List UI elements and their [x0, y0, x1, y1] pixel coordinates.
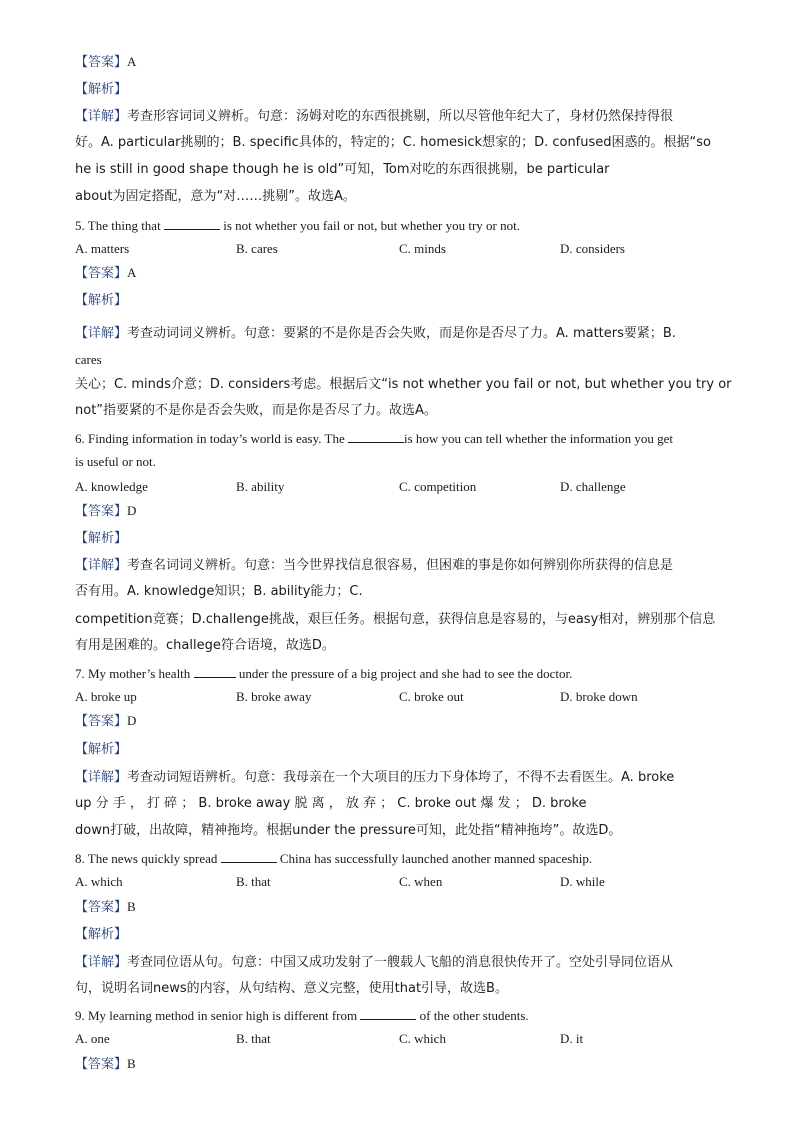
q4-detail-line-3: he is still in good shape though he is old”可知，Tom对吃的东西很挑剔，be particular: [75, 162, 610, 177]
q5-option-b: B. cares: [236, 241, 278, 256]
q6-option-c: C. competition: [399, 479, 477, 494]
q6-answer-row: 【答案】D: [75, 503, 137, 519]
answer-blank: [360, 1007, 416, 1020]
q4-analysis-tag: 【解析】: [75, 82, 128, 97]
q6-option-b: B. ability: [236, 479, 285, 494]
q5-detail-line-1: 【详解】考查动词词义辨析。句意：要紧的不是你是否会失败，而是你是否尽了力。A. matters要紧；B.: [75, 326, 676, 341]
answer-blank: [164, 217, 220, 230]
q7-option-b: B. broke away: [236, 689, 312, 704]
q9-option-a: A. one: [75, 1031, 110, 1046]
q6-detail-line-1: 【详解】考查名词词义辨析。句意：当今世界找信息很容易，但困难的事是你如何辨别你所获得的信息是: [75, 558, 674, 573]
q5-option-a: A. matters: [75, 241, 130, 256]
q6-detail-line-2: 否有用。A. knowledge知识；B. ability能力；C.: [75, 584, 363, 599]
q7-analysis-tag: 【解析】: [75, 742, 128, 757]
q4-detail-line-2: 好。A. particular挑剔的；B. specific具体的，特定的；C. homesick想家的；D. confused困惑的。根据“so: [75, 135, 711, 150]
answer-blank: [348, 430, 404, 443]
q8-analysis-tag: 【解析】: [75, 927, 128, 942]
q7-option-d: D. broke down: [560, 689, 638, 704]
q8-option-c: C. when: [399, 874, 443, 889]
q5-detail-line-3: 关心；C. minds介意；D. considers考虑。根据后文“is not whether you fail or not, but whether you try or: [75, 377, 732, 392]
q7-detail-line-3: down打破，出故障，精神拖垮。根据under the pressure可知，此处指“精神拖垮”。故选D。: [75, 823, 622, 838]
q6-analysis-tag: 【解析】: [75, 531, 128, 546]
q4-detail-line-1: 【详解】考查形容词词义辨析。句意：汤姆对吃的东西很挑剔，所以尽管他年纪大了，身材仍然保持得很: [75, 109, 674, 124]
q5-option-d: D. considers: [560, 241, 625, 256]
q6-stem-line-2: is useful or not.: [75, 454, 156, 469]
q9-option-c: C. which: [399, 1031, 446, 1046]
q9-option-b: B. that: [236, 1031, 271, 1046]
q4-answer-row: [75, 54, 136, 71]
q8-detail-line-2: 句，说明名词news的内容，从句结构、意义完整，使用that引导，故选B。: [75, 981, 508, 996]
q8-stem: 8. The news quickly spread China has successfully launched another manned spaceship.: [75, 851, 593, 866]
q6-stem-line-1: 6. Finding information in today’s world is easy. The is how you can tell whether the information you get: [75, 431, 673, 446]
q6-option-d: D. challenge: [560, 479, 626, 494]
q9-answer-row: 【答案】B: [75, 1056, 136, 1072]
q7-answer-row: 【答案】D: [75, 713, 137, 729]
q5-option-c: C. minds: [399, 241, 446, 256]
answer-blank: [221, 850, 277, 863]
q5-answer-row: 【答案】A: [75, 265, 137, 281]
q6-option-a: A. knowledge: [75, 479, 148, 494]
q8-option-a: A. which: [75, 874, 123, 889]
q6-detail-line-3: competition竞赛；D.challenge挑战，艰巨任务。根据句意，获得信息是容易的，与easy相对，辨别那个信息: [75, 612, 716, 627]
q7-detail-line-2: up 分 手 ， 打 碎 ； B. broke away 脱 离 ， 放 弃 ； C. broke out 爆 发 ； D. broke: [75, 796, 587, 811]
q7-stem: 7. My mother’s health under the pressure of a big project and she had to see the doctor.: [75, 666, 573, 681]
q5-detail-line-2: cares: [75, 352, 102, 367]
q4-detail-line-4: about为固定搭配，意为“对……挑剔”。故选A。: [75, 189, 356, 204]
answer-blank: [194, 665, 236, 678]
q5-detail-line-4: not”指要紧的不是你是否会失败，而是你是否尽了力。故选A。: [75, 403, 437, 418]
q9-stem: 9. My learning method in senior high is different from of the other students.: [75, 1008, 529, 1023]
q8-detail-line-1: 【详解】考查同位语从句。句意：中国又成功发射了一艘载人飞船的消息很快传开了。空处引导同位语从: [75, 955, 674, 970]
q8-option-d: D. while: [560, 874, 605, 889]
q7-detail-line-1: 【详解】考查动词短语辨析。句意：我母亲在一个大项目的压力下身体垮了，不得不去看医生。A. broke: [75, 770, 675, 785]
answer-value: A: [127, 54, 137, 69]
q8-answer-row: 【答案】B: [75, 899, 136, 915]
answer-tag: 【答案】: [75, 55, 128, 70]
q8-option-b: B. that: [236, 874, 271, 889]
q5-analysis-tag: 【解析】: [75, 293, 128, 308]
q6-detail-line-4: 有用是困难的。challege符合语境，故选D。: [75, 638, 335, 653]
q7-option-a: A. broke up: [75, 689, 137, 704]
q7-option-c: C. broke out: [399, 689, 464, 704]
q9-option-d: D. it: [560, 1031, 584, 1046]
q5-stem: 5. The thing that is not whether you fail or not, but whether you try or not.: [75, 218, 520, 233]
